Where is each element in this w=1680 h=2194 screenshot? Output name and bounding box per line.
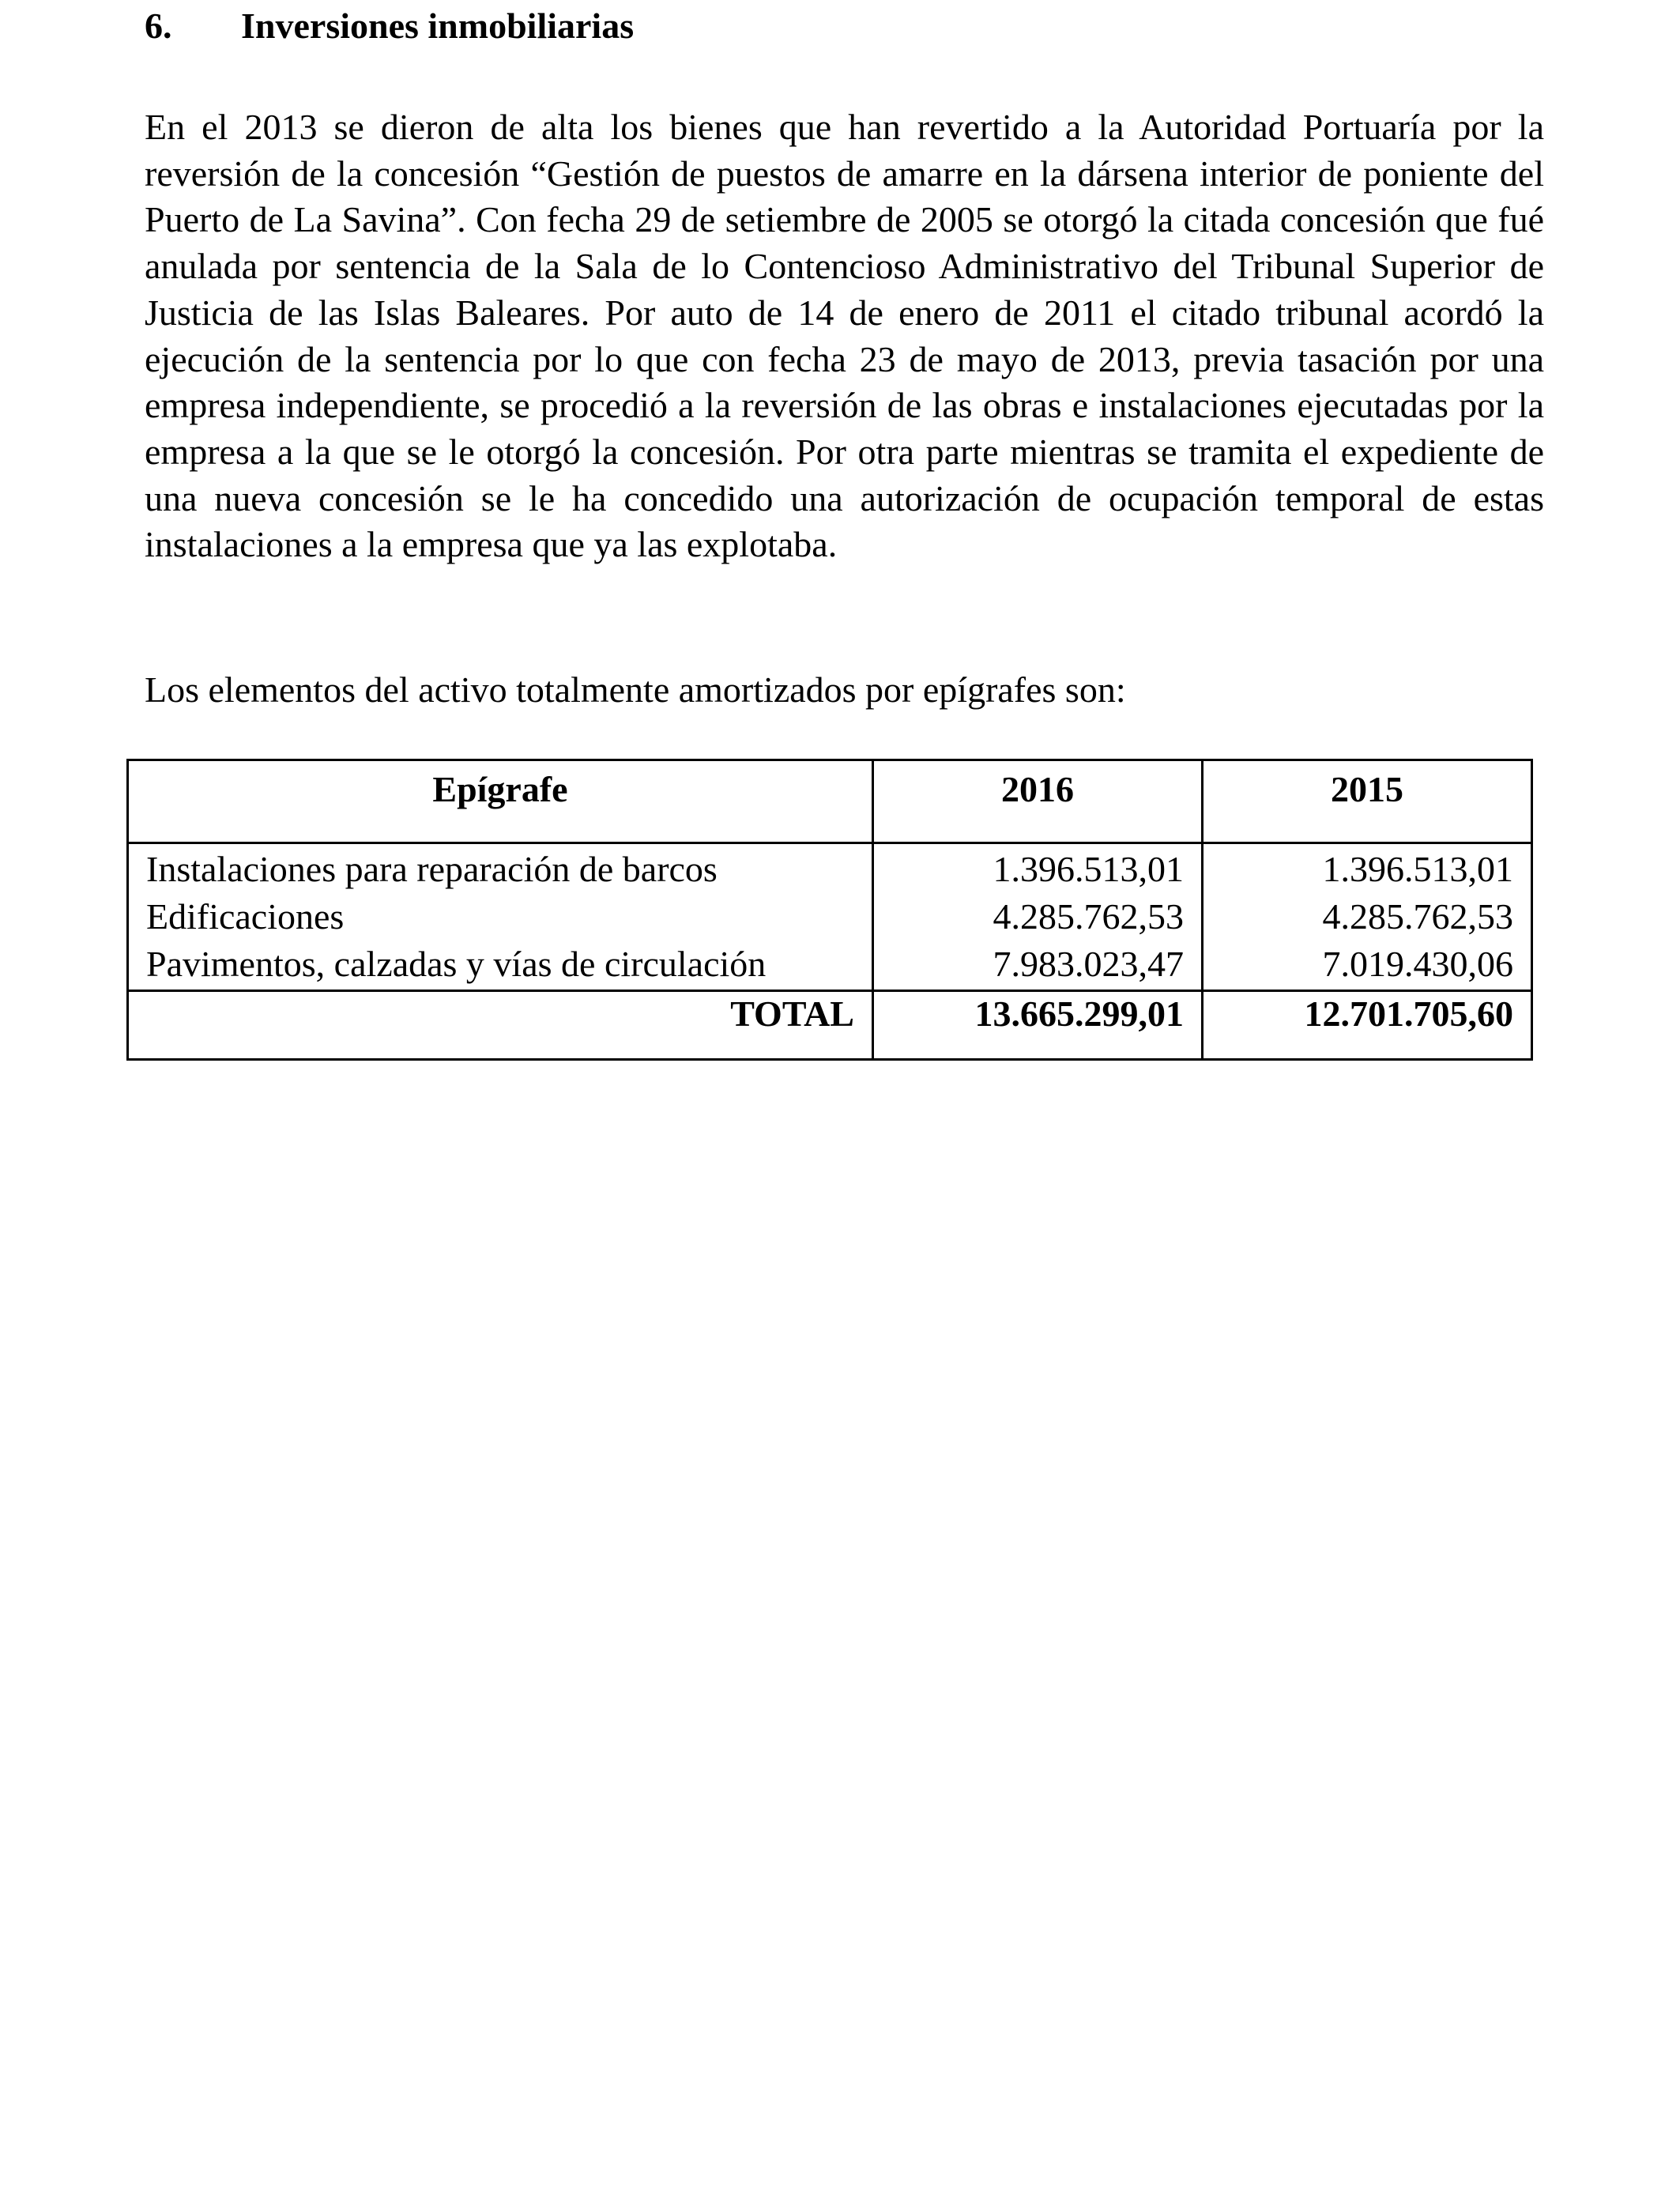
section-heading bbox=[145, 2, 634, 51]
table-total-row bbox=[128, 991, 1532, 1060]
total-value-2016: 13.665.299,01 bbox=[873, 991, 1203, 1060]
total-label: TOTAL bbox=[128, 991, 873, 1060]
header-2015: 2015 bbox=[1203, 760, 1532, 843]
row-value-2016: 1.396.513,01 bbox=[873, 843, 1203, 895]
row-label: Instalaciones para reparación de barcos bbox=[128, 843, 873, 895]
header-2016: 2016 bbox=[873, 760, 1203, 843]
section-title: Inversiones inmobiliarias bbox=[241, 6, 635, 46]
table-row bbox=[128, 895, 1532, 942]
table-row bbox=[128, 843, 1532, 895]
row-value-2016: 7.983.023,47 bbox=[873, 942, 1203, 991]
row-value-2016: 4.285.762,53 bbox=[873, 895, 1203, 942]
row-value-2015: 4.285.762,53 bbox=[1203, 895, 1532, 942]
row-label: Pavimentos, calzadas y vías de circulación bbox=[128, 942, 873, 991]
total-value-2015: 12.701.705,60 bbox=[1203, 991, 1532, 1060]
section-number: 6. bbox=[145, 6, 172, 46]
row-label: Edificaciones bbox=[128, 895, 873, 942]
row-value-2015: 7.019.430,06 bbox=[1203, 942, 1532, 991]
paragraph-concession: En el 2013 se dieron de alta los bienes que han revertido a la Autoridad Portuaría por la reversión de la concesión “Gestión de puestos de amarre en la dársena interior de poniente del Puerto de La Savina”. Con fecha 29 de setiembre de 2005 se otorgó la citada concesión que fué anulada por sentencia de la Sala de lo Contencioso Administrativo del Tribunal Superior de Justicia de las Islas Baleares. Por auto de 14 de enero de 2011 el citado tribunal acordó la ejecución de la sentencia por lo que con fecha 23 de mayo de 2013, previa tasación por una empresa independiente, se procedió a la reversión de las obras e instalaciones ejecutadas por la empresa a la que se le otorgó la concesión. Por otra parte mientras se tramita el expediente de una nueva concesión se le ha concedido una autorización de ocupación temporal de estas instalaciones a la empresa que ya las explotaba. bbox=[145, 107, 1544, 565]
table-row bbox=[128, 942, 1532, 991]
paragraph-table-intro: Los elementos del activo totalmente amortizados por epígrafes son: bbox=[145, 669, 1126, 710]
table-header-row bbox=[128, 760, 1532, 843]
amortized-assets-table bbox=[126, 759, 1533, 1061]
row-value-2015: 1.396.513,01 bbox=[1203, 843, 1532, 895]
header-epigrafe: Epígrafe bbox=[128, 760, 873, 843]
